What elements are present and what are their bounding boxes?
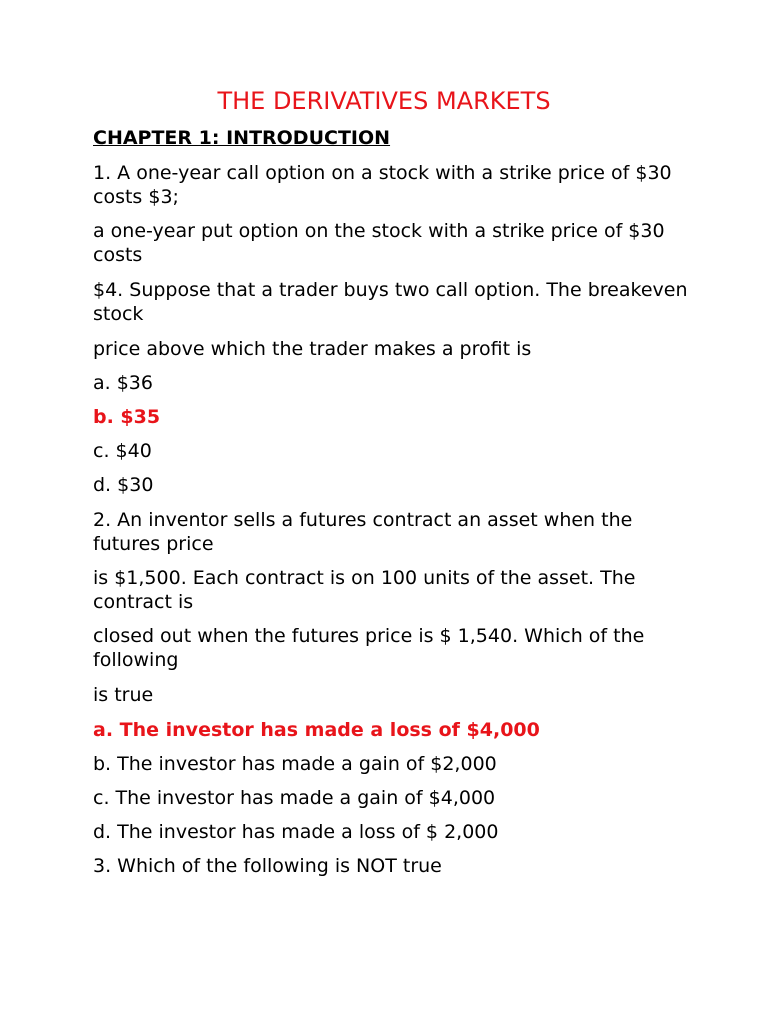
question-2-option-d: d. The investor has made a loss of $ 2,000 <box>93 821 499 843</box>
question-2-line-1: 2. An inventor sells a futures contract an asset when the futures price <box>93 509 633 555</box>
question-2-line-3: closed out when the futures price is $ 1,540. Which of the following <box>93 625 645 671</box>
chapter-heading: CHAPTER 1: INTRODUCTION <box>93 127 391 149</box>
question-2-option-a-answer: a. The investor has made a loss of $4,000 <box>93 719 540 741</box>
question-1-option-d: d. $30 <box>93 474 154 496</box>
question-3-line-1: 3. Which of the following is NOT true <box>93 855 442 877</box>
question-2-option-b: b. The investor has made a gain of $2,000 <box>93 753 497 775</box>
question-1-line-2: a one-year put option on the stock with a strike price of $30 costs <box>93 220 665 266</box>
question-2-line-4: is true <box>93 684 154 706</box>
question-1-line-1: 1. A one-year call option on a stock with a strike price of $30 costs $3; <box>93 162 672 208</box>
question-1-option-c: c. $40 <box>93 440 152 462</box>
question-1-line-4: price above which the trader makes a profit is <box>93 338 532 360</box>
question-1-option-a: a. $36 <box>93 372 153 394</box>
question-1-option-b-answer: b. $35 <box>93 406 161 428</box>
question-2-line-2: is $1,500. Each contract is on 100 units of the asset. The contract is <box>93 567 636 613</box>
question-2-option-c: c. The investor has made a gain of $4,000 <box>93 787 496 809</box>
document-title: THE DERIVATIVES MARKETS <box>217 87 551 115</box>
question-1-line-3: $4. Suppose that a trader buys two call option. The breakeven stock <box>93 279 688 325</box>
